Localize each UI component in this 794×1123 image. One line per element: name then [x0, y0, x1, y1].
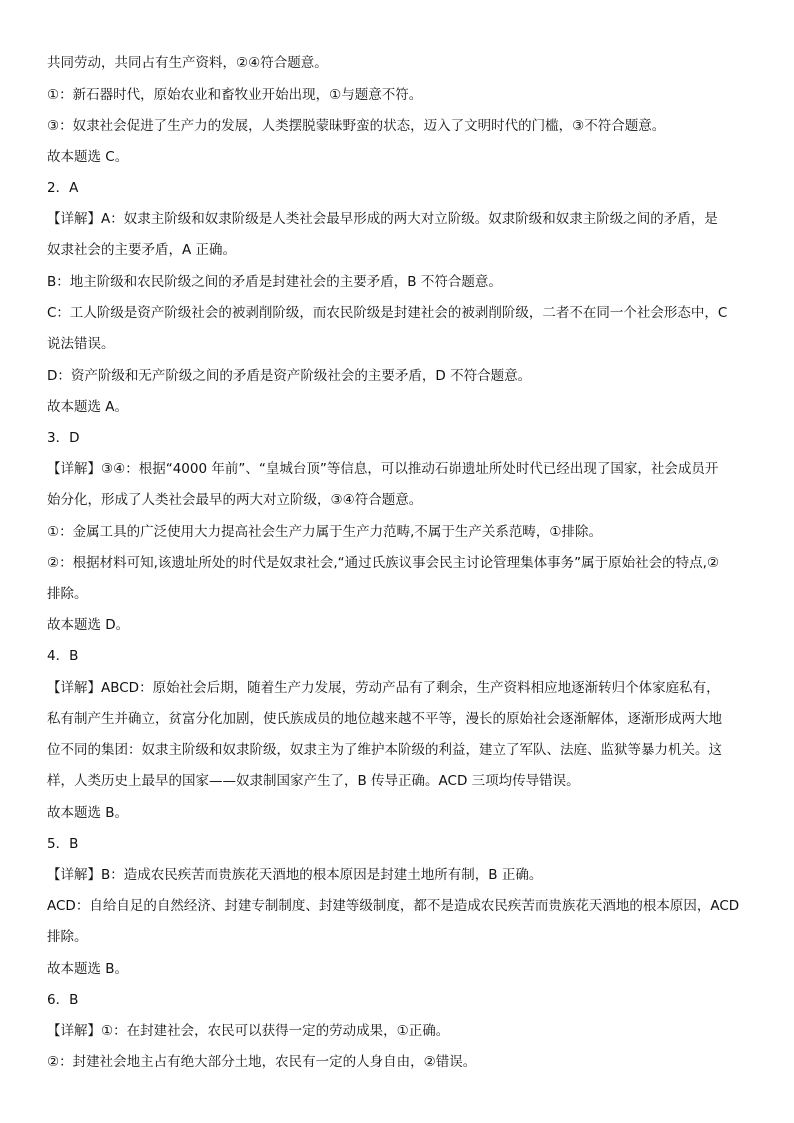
question-number: 4．B: [47, 648, 79, 664]
question-number: 6．B: [47, 992, 79, 1008]
text-line: C：工人阶级是资产阶级社会的被剥削阶级，而农民阶级是封建社会的被剥削阶级，二者不在同一个社会形态中，C: [47, 305, 728, 321]
text-line: 【详解】ABCD：原始社会后期，随着生产力发展，劳动产品有了剩余，生产资料相应地逐渐转归个体家庭私有，: [47, 680, 720, 696]
text-line: 【详解】③④：根据“4000 年前”、“皇城台顶”等信息，可以推动石峁遗址所处时代已经出现了国家，社会成员开: [47, 461, 719, 477]
text-line: ③：奴隶社会促进了生产力的发展，人类摆脱蒙昧野蛮的状态，迈入了文明时代的门槛，③不符合题意。: [47, 118, 666, 134]
text-line: ②：根据材料可知,该遗址所处的时代是奴隶社会,“通过氏族议事会民主讨论管理集体事务”属于原始社会的特点,②: [47, 555, 720, 571]
text-line: ①：新石器时代，原始农业和畜牧业开始出现，①与题意不符。: [47, 87, 423, 103]
text-line: B：地主阶级和农民阶级之间的矛盾是封建社会的主要矛盾，B 不符合题意。: [47, 274, 502, 290]
text-line: ①：金属工具的广泛使用大力提高社会生产力属于生产力范畴,不属于生产关系范畴，①排除。: [47, 524, 602, 540]
text-line: 排除。: [47, 929, 88, 945]
text-line: 共同劳动，共同占有生产资料，②④符合题意。: [47, 55, 328, 71]
question-number: 3．D: [47, 430, 80, 446]
text-line: 始分化，形成了人类社会最早的两大对立阶级，③④符合题意。: [47, 492, 423, 508]
question-number: 2．A: [47, 180, 79, 196]
text-line: 排除。: [47, 586, 88, 602]
text-line: 故本题选 C。: [47, 149, 129, 165]
text-line: 说法错误。: [47, 336, 115, 352]
text-line: 【详解】①：在封建社会，农民可以获得一定的劳动成果，①正确。: [47, 1023, 450, 1039]
text-line: 【详解】B：造成农民疾苦而贵族花天酒地的根本原因是封建土地所有制，B 正确。: [47, 867, 543, 883]
text-line: 故本题选 D。: [47, 617, 130, 633]
question-number: 5．B: [47, 836, 79, 852]
text-line: 故本题选 A。: [47, 399, 129, 415]
text-line: 故本题选 B。: [47, 805, 129, 821]
text-line: ACD：自给自足的自然经济、封建专制制度、封建等级制度，都不是造成农民疾苦而贵族花天酒地的根本原因，ACD: [47, 898, 740, 914]
text-line: 奴隶社会的主要矛盾，A 正确。: [47, 242, 237, 258]
text-line: 样，人类历史上最早的国家——奴隶制国家产生了，B 传导正确。ACD 三项均传导错误。: [47, 773, 580, 789]
text-line: D：资产阶级和无产阶级之间的矛盾是资产阶级社会的主要矛盾，D 不符合题意。: [47, 368, 532, 384]
text-line: 位不同的集团：奴隶主阶级和奴隶阶级，奴隶主为了维护本阶级的利益，建立了军队、法庭、监狱等暴力机关。这: [47, 742, 722, 758]
text-line: ②：封建社会地主占有绝大部分土地，农民有一定的人身自由，②错误。: [47, 1054, 477, 1070]
text-line: 【详解】A：奴隶主阶级和奴隶阶级是人类社会最早形成的两大对立阶级。奴隶阶级和奴隶主阶级之间的矛盾，是: [47, 211, 718, 227]
text-line: 故本题选 B。: [47, 961, 129, 977]
text-line: 私有制产生并确立，贫富分化加剧，使氏族成员的地位越来越不平等，漫长的原始社会逐渐解体，逐渐形成两大地: [47, 711, 722, 727]
